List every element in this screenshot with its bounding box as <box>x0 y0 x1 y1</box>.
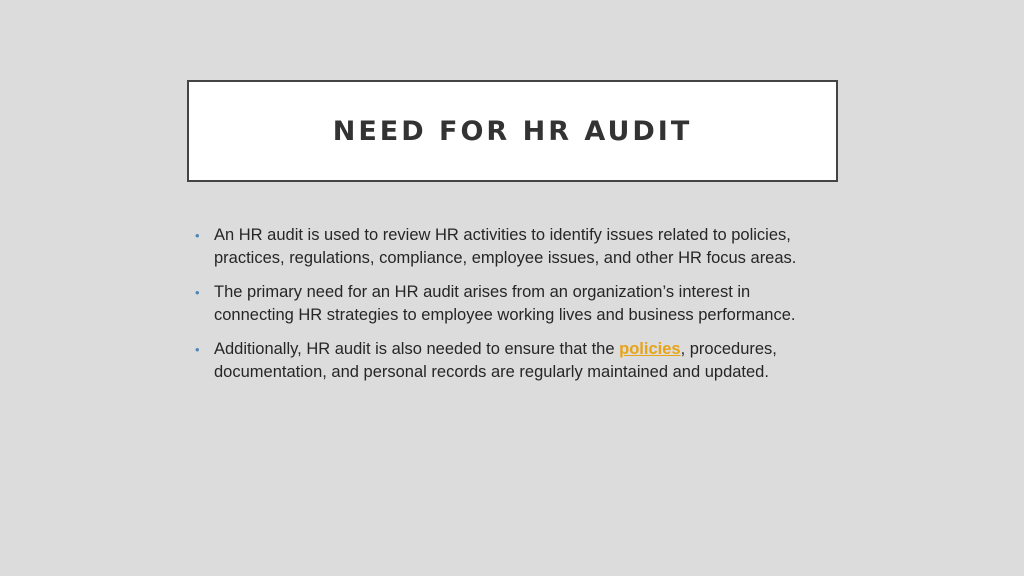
bullet-text-after-link: , procedures, documentation, and personal records are regularly maintained and updated. <box>214 340 777 381</box>
bullet-item <box>195 281 815 327</box>
bullet-list <box>195 224 815 395</box>
bullet-text: The primary need for an HR audit arises from an organization’s interest in connecting HR strategies to employee working lives and business performance. <box>214 283 796 324</box>
bullet-dot-icon: • <box>195 228 200 243</box>
title-box <box>187 80 838 182</box>
bullet-item <box>195 338 815 384</box>
bullet-text: An HR audit is used to review HR activities to identify issues related to policies, practices, regulations, compliance, employee issues, and other HR focus areas. <box>214 226 797 267</box>
bullet-item <box>195 224 815 270</box>
slide-title: NEED FOR HR AUDIT <box>332 115 693 147</box>
bullet-dot-icon: • <box>195 342 200 357</box>
policies-link[interactable]: policies <box>619 340 681 358</box>
bullet-dot-icon: • <box>195 285 200 300</box>
bullet-text-before-link: Additionally, HR audit is also needed to ensure that the <box>214 340 620 358</box>
